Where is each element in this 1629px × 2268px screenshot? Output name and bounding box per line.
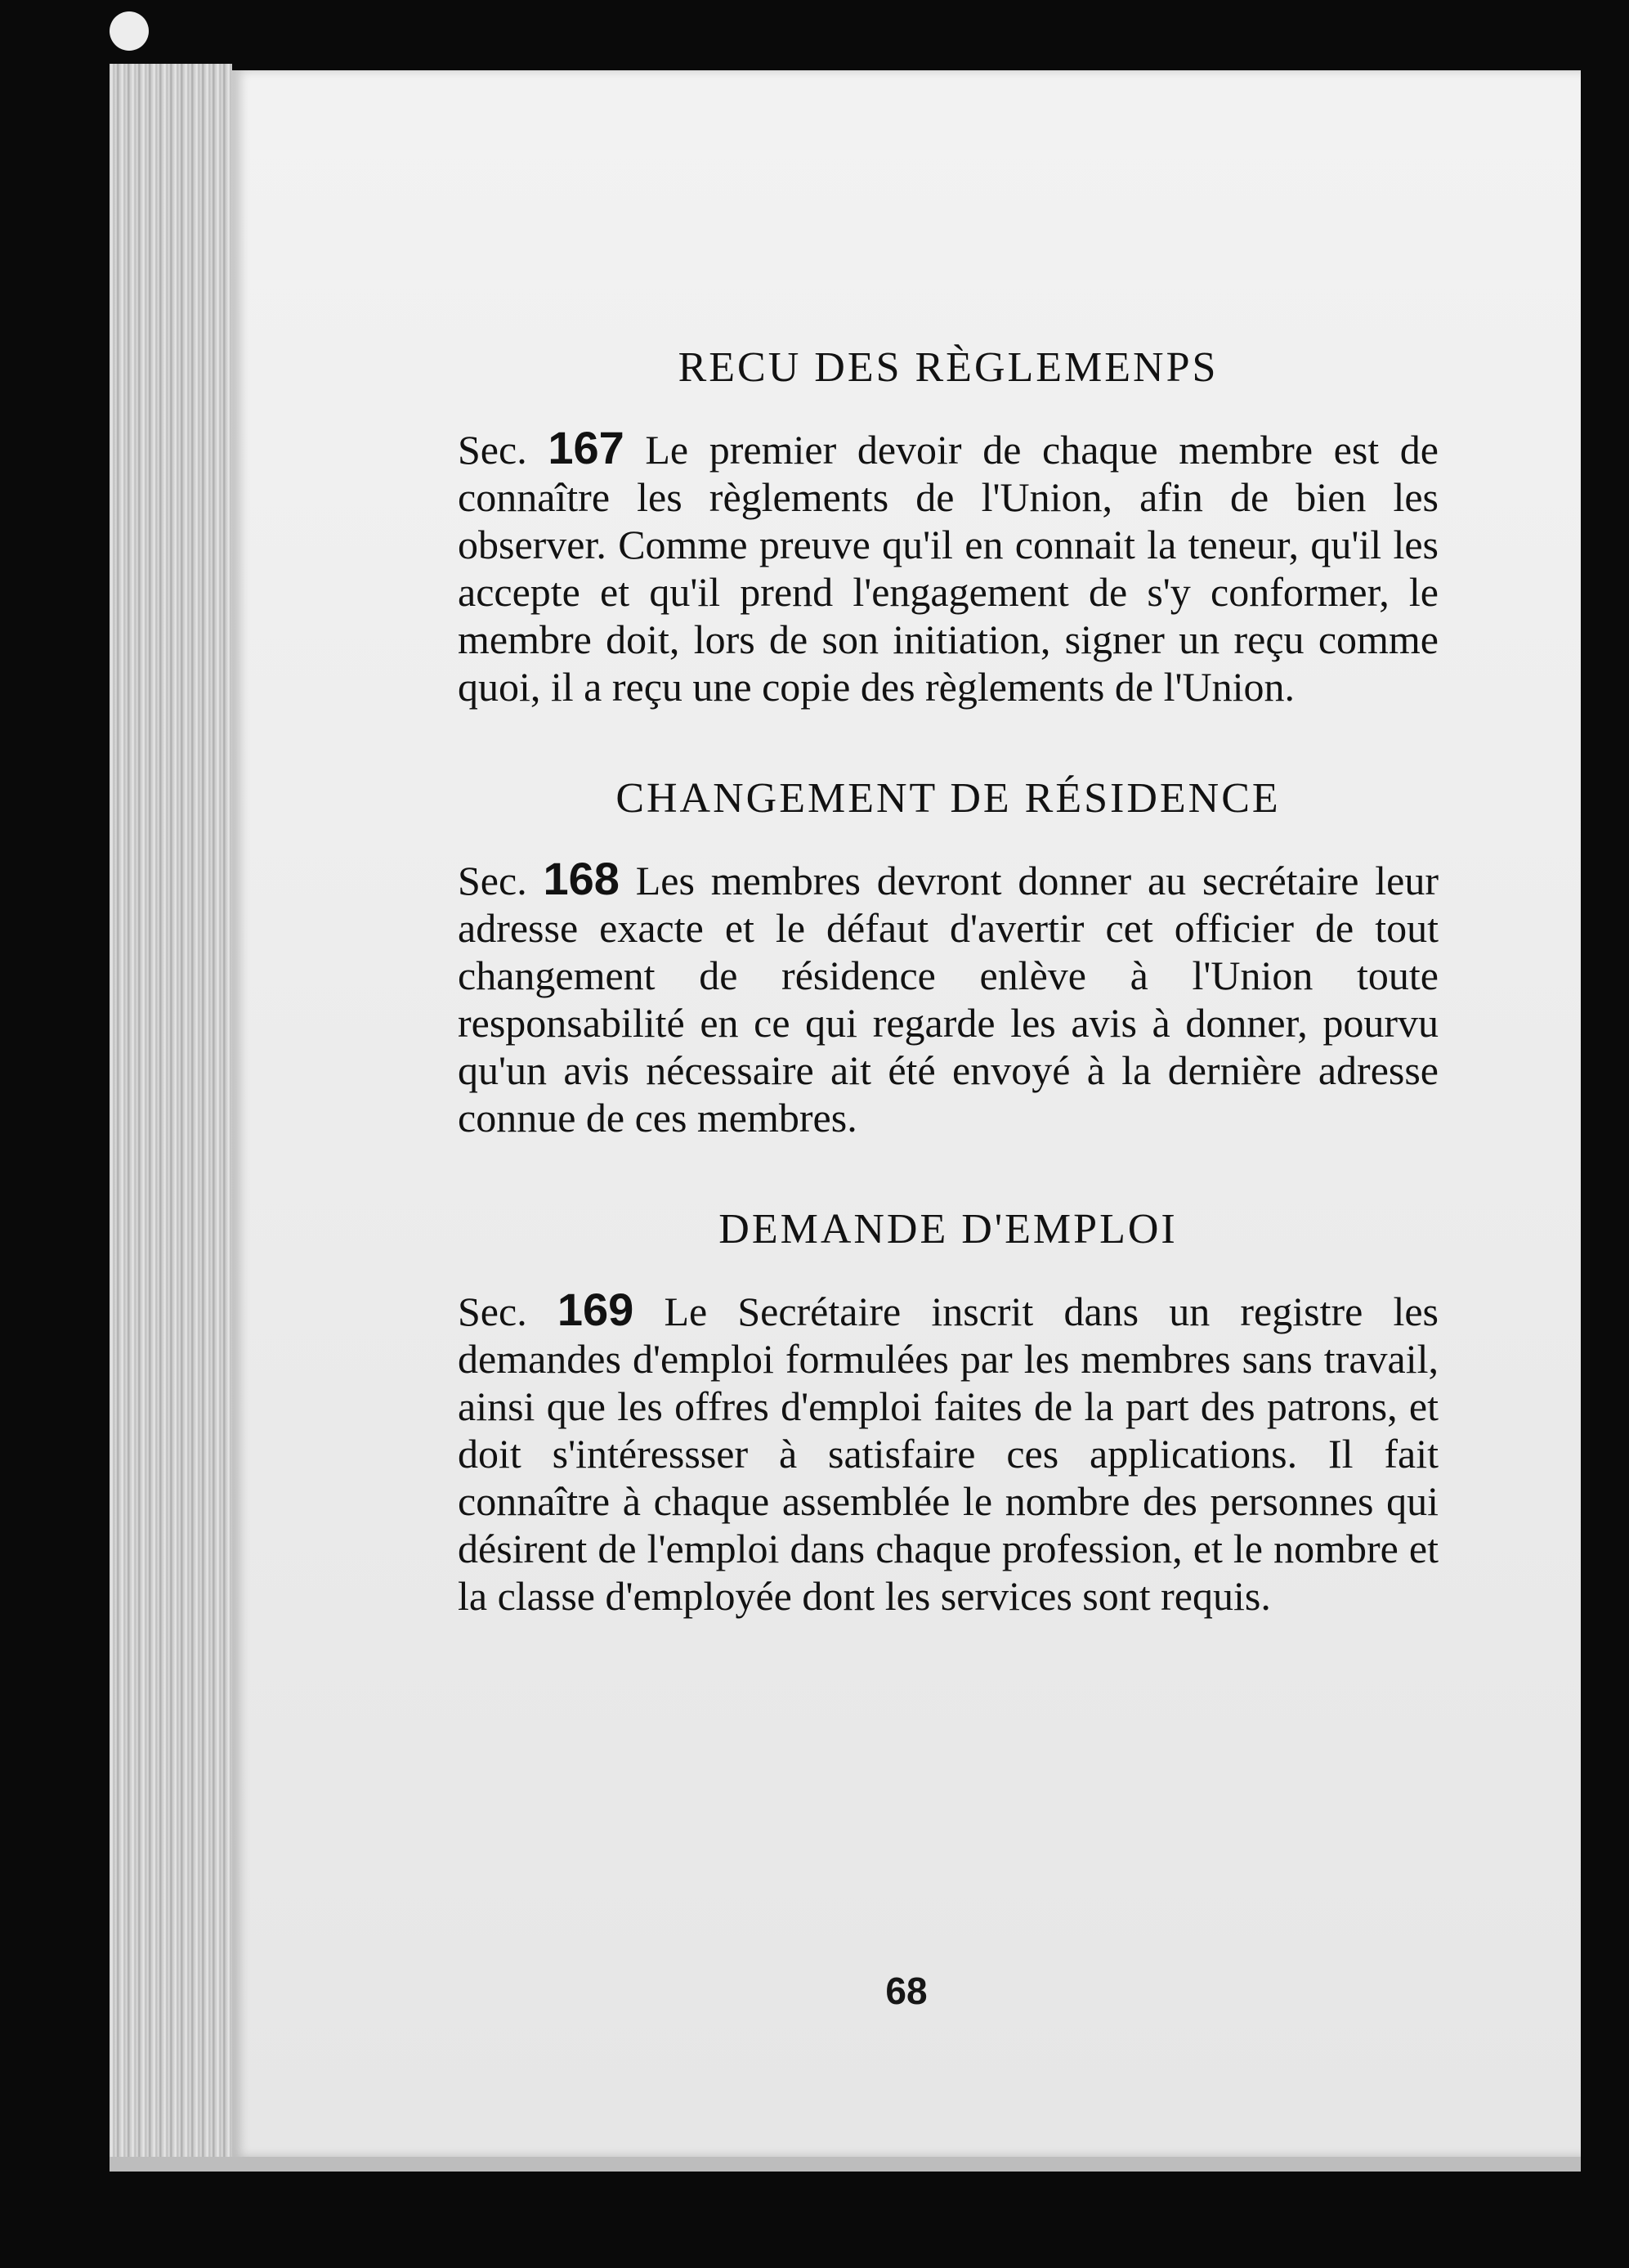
section-number-167: 167	[548, 422, 624, 473]
sec-label: Sec.	[458, 427, 527, 473]
section-heading-emploi: DEMANDE D'EMPLOI	[718, 1206, 1178, 1253]
section-number-169: 169	[557, 1284, 634, 1335]
book-bottom-edge	[110, 2157, 1581, 2172]
sec-label: Sec.	[458, 858, 527, 903]
section-169-paragraph	[458, 1286, 1439, 1620]
page-number: 68	[885, 1970, 928, 2012]
section-heading-residence: CHANGEMENT DE RÉSIDENCE	[615, 775, 1281, 822]
scan-background-right	[1581, 70, 1629, 2157]
section-169-text: Le Secrétaire inscrit dans un registre les demandes d'emploi formulées par les membres sans travail, ainsi que les offres d'emploi faites de la part des patrons, et doit s'intéressser à satisfaire ces applications. Il fait connaître à chaque assemblée le nombre des personnes qui désirent de l'emploi dans chaque profession, et le nombre et la classe d'employée dont les services sont requis.	[458, 1289, 1439, 1619]
sec-label: Sec.	[458, 1289, 527, 1334]
section-167-paragraph	[458, 424, 1439, 710]
section-168-paragraph	[458, 855, 1439, 1141]
page-text-block	[458, 343, 1439, 1683]
section-167-text: Le premier devoir de chaque membre est de connaître les règlements de l'Union, afin de bien les observer. Comme preuve qu'il en connait la teneur, qu'il les accepte et qu'il prend l'engagement de s'y conformer, le membre doit, lors de son initiation, signer un reçu comme quoi, il a reçu une copie des règlements de l'Union.	[458, 427, 1439, 710]
scan-marker-dot	[110, 11, 149, 51]
section-heading-reglements: RECU DES RÈGLEMENPS	[678, 344, 1219, 391]
book-page-edges	[110, 64, 232, 2163]
section-168-text: Les membres devront donner au secrétaire leur adresse exacte et le défaut d'avertir cet officier de tout changement de résidence enlève à l'Union toute responsabilité en ce qui regarde les avis à donner, pourvu qu'un avis nécessaire ait été envoyé à la dernière adresse connue de ces membres.	[458, 858, 1439, 1141]
section-number-168: 168	[543, 853, 620, 904]
